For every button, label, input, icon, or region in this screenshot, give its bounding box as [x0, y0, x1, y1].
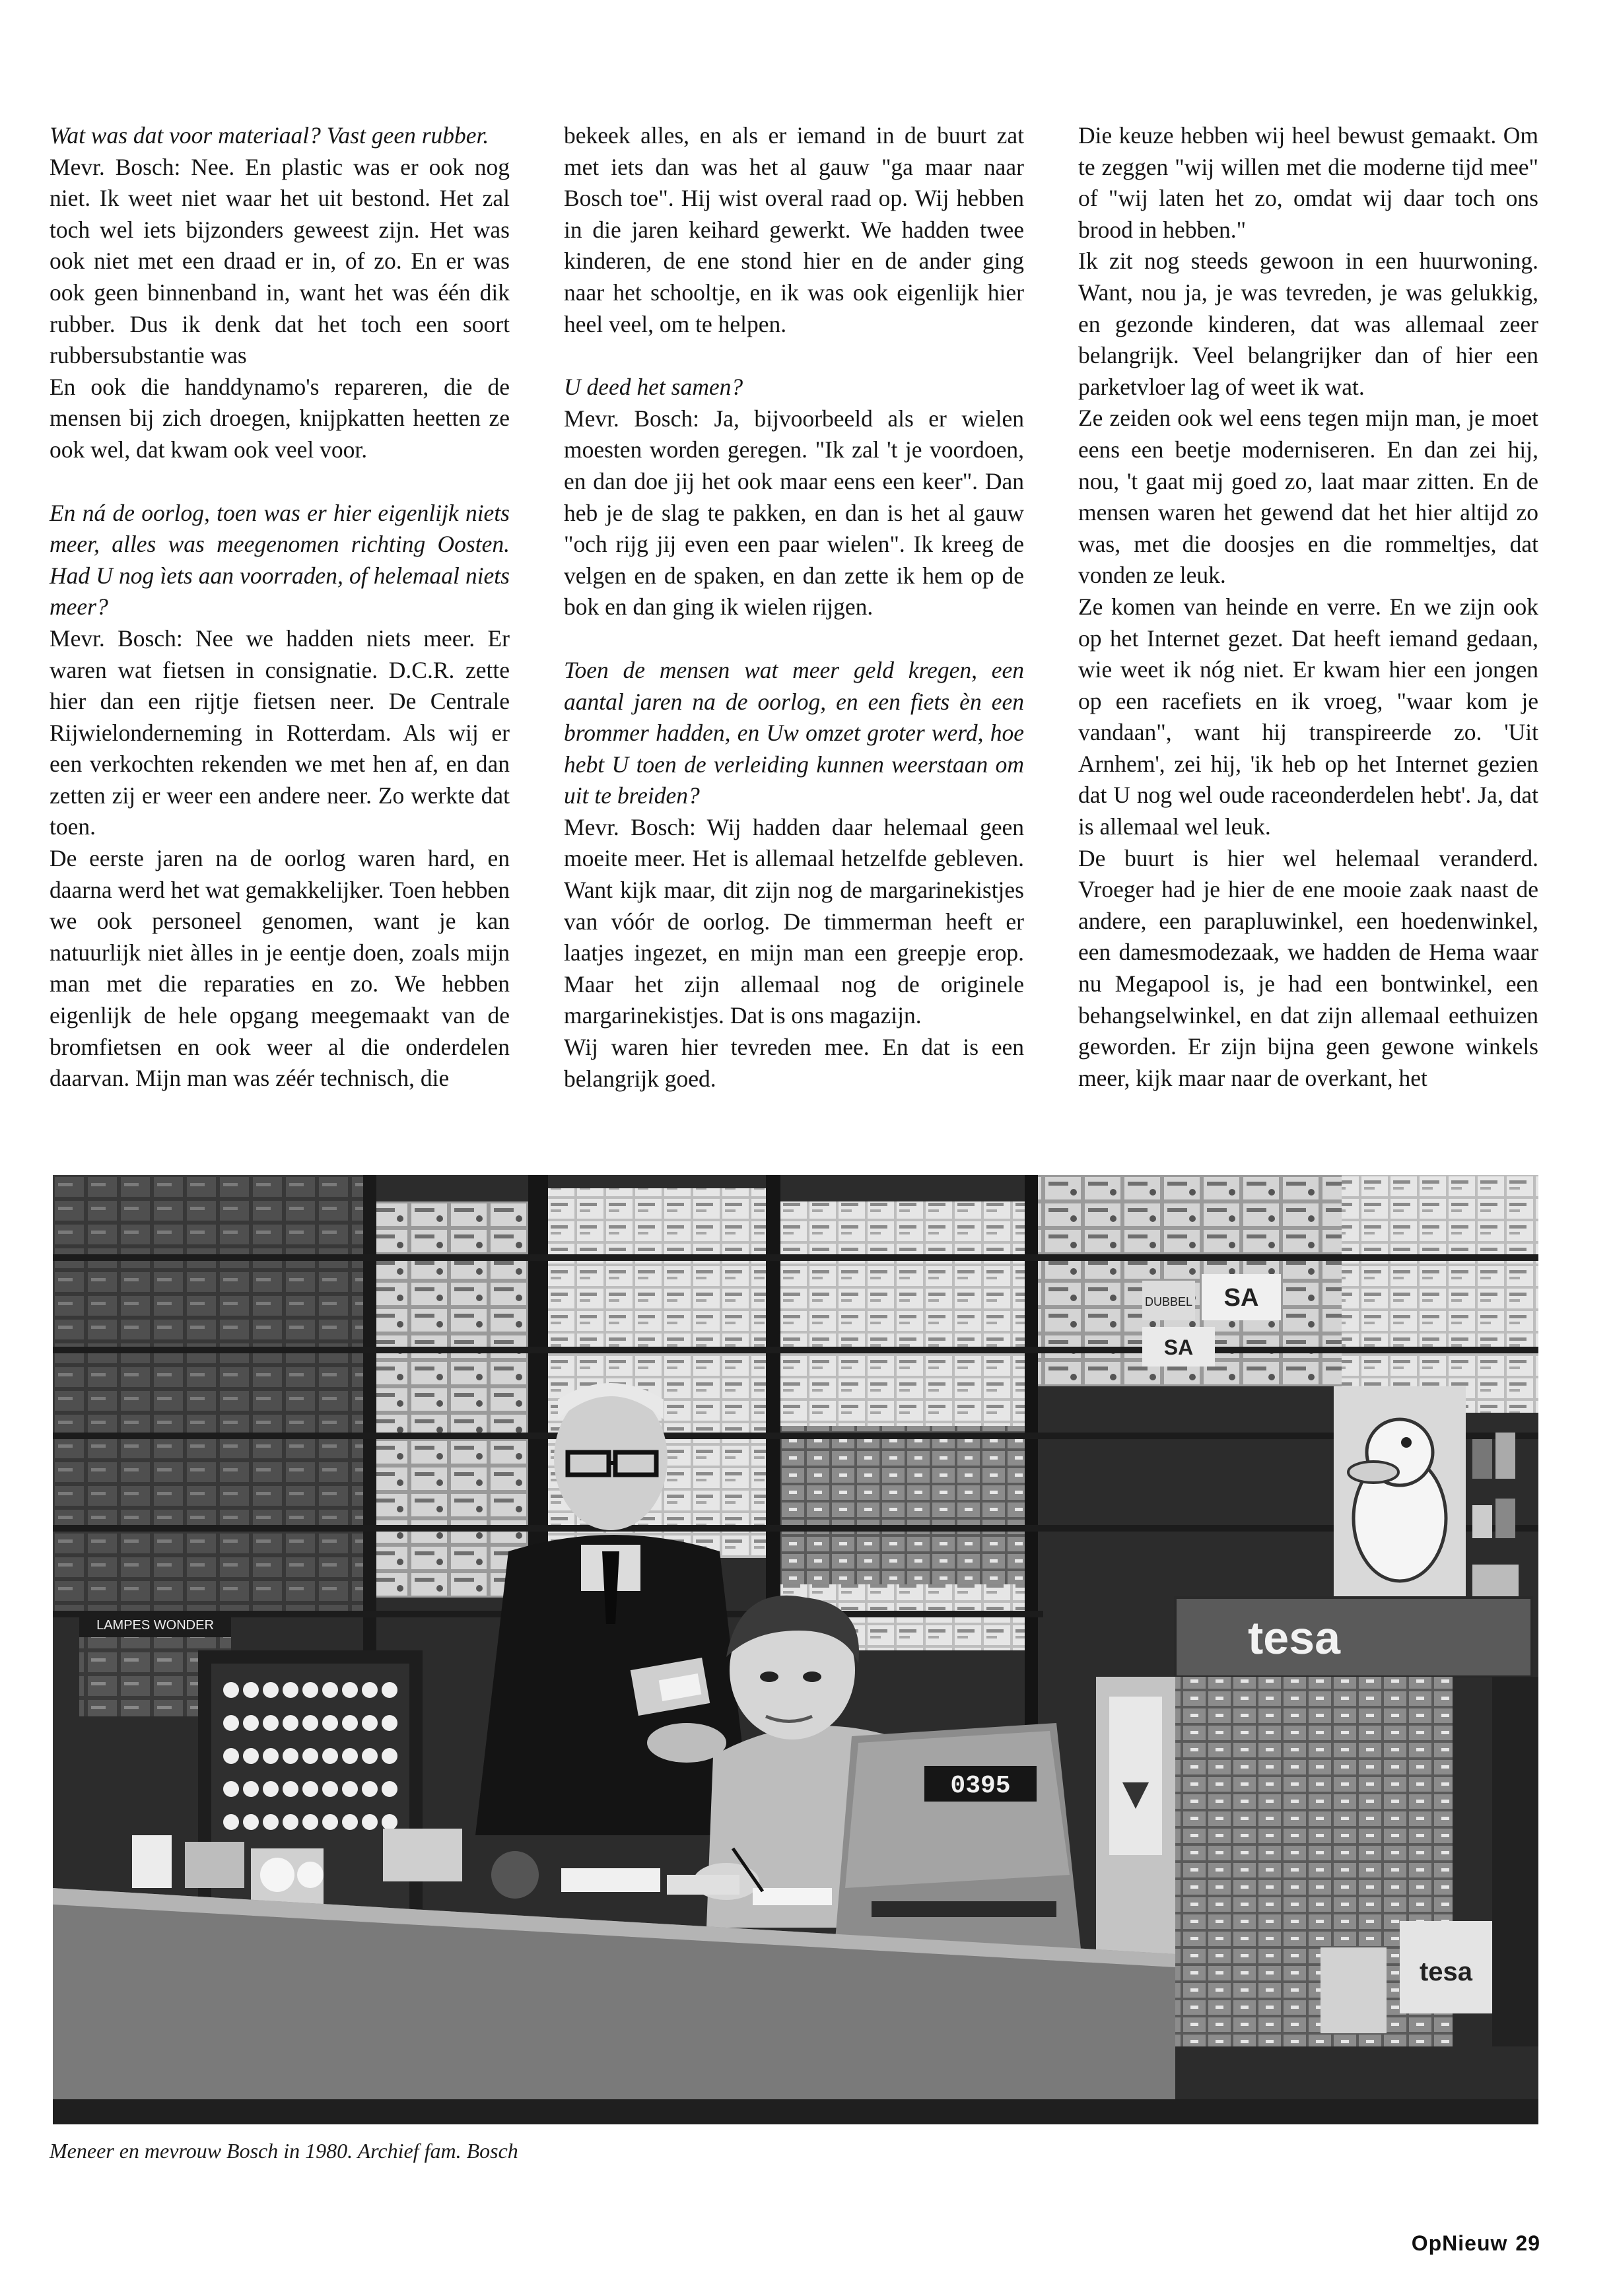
article-column-3 — [1078, 120, 1538, 1176]
drawer-cabinet — [780, 1426, 1025, 1584]
jars-shelf — [1472, 1433, 1519, 1598]
shop-photo-illustration — [53, 1175, 1538, 2124]
article-column-2 — [564, 120, 1024, 1176]
interview-answer: Ze komen van heinde en verre. En we zijn ook op het Internet gezet. Dat heeft iemand gedaan, wie weet ik nóg niet. Er kwam hier een jongen op een racefiets en ik vroeg, "waar kom je vandaan", want hij transpireerde zo. 'Uit Arnhem', zei hij, 'ik heb op het Internet gezien dat U nog wel oude raceonderdelen hebt'. Ja, dat is allemaal wel leuk. — [1078, 593, 1538, 840]
interview-answer: Wij waren hier tevreden mee. En dat is een belangrijk goed. — [564, 1034, 1024, 1092]
tesa-sign-text: tesa — [1247, 1612, 1341, 1664]
paragraph-spacer — [564, 340, 1024, 372]
interview-answer: Mevr. Bosch: Nee. En plastic was er ook nog niet. Ik weet niet waar het uit bestond. Het zal toch wel iets bijzonders geweest zijn. Het was ook niet met een draad er in, of zo. En er was ook geen binnenband in, want het was één dik rubber. Dus ik denk dat het toch een soort rubbersubstantie was — [50, 153, 510, 369]
interview-answer: Mevr. Bosch: Wij hadden daar helemaal geen moeite meer. Het is allemaal hetzelfde gebleven. Want kijk maar, dit zijn nog de margarinekistjes van vóór de oorlog. De timmerman heeft er laatjes ingezet, en mijn man een greepje erop. Maar het zijn allemaal nog de originele margarinekistjes. Dat is ons magazijn. — [564, 813, 1024, 1029]
register-display: 0395 — [950, 1772, 1011, 1800]
interview-answer: De eerste jaren na de oorlog waren hard, en daarna werd het wat gemakkelijker. Toen hebben we ook personeel genomen, want je kan natuurlijk niet àlles in je eentje doen, zoals mijn man met die reparaties en zo. We hebben eigenlijk de hele opgang meegemaakt van de bromfietsen en ook weer al die onderdelen daarvan. Mijn man was zéér technisch, die — [50, 845, 510, 1092]
paragraph-spacer — [50, 466, 510, 498]
interview-question: En ná de oorlog, toen was er hier eigenlijk niets meer, alles was meegenomen richting Oosten. Had U nog ìets aan voorraden, of helemaal niets meer? — [50, 499, 510, 621]
sa-label-2: SA — [1163, 1335, 1194, 1359]
tesa-sign — [1175, 1598, 1532, 1677]
tesa-box-text: tesa — [1419, 1957, 1473, 1986]
interview-answer: Ik zit nog steeds gewoon in een huurwoning. Want, nou ja, je was tevreden, je was gelukkig, en gezonde kinderen, dat was allemaal zeer belangrijk. Veel belangrijker dan of hier een parketvloer lag of weet ik wat. — [1078, 248, 1538, 400]
interview-answer: Ze zeiden ook wel eens tegen mijn man, je moet eens een beetje moderniseren. En dan zei hij, nou, 't gaat mij goed zo, laat maar zitten. En de mensen waren het gewend dat het hier altijd zo was, met die doosjes en die rommeltjes, dat vonden ze leuk. — [1078, 405, 1538, 589]
sa-label-1: SA — [1223, 1284, 1259, 1312]
interview-answer: De buurt is hier wel helemaal veranderd. Vroeger had je hier de ene mooie zaak naast de andere, een parapluwinkel, een hoedenwinkel, een damesmodezaak, we hadden de Hema waar nu Megapool is, je had een bontwinkel, een behangselwinkel, en dat zijn allemaal eethuizen geworden. Er zijn bijna geen gewone winkels meer, kijk maar naar de overkant, het — [1078, 844, 1538, 1091]
paragraph-spacer — [564, 623, 1024, 655]
photo-caption: Meneer en mevrouw Bosch in 1980. Archief fam. Bosch — [50, 2139, 518, 2163]
magazine-name: OpNieuw — [1411, 2231, 1508, 2255]
interview-question: Wat was dat voor materiaal? Vast geen rubber. — [50, 122, 489, 149]
article-column-1 — [50, 120, 510, 1176]
dubbel-label: DUBBEL — [1144, 1295, 1193, 1308]
interview-question: Toen de mensen wat meer geld kregen, een aantal jaren na de oorlog, en een fiets èn een brommer hadden, en Uw omzet groter werd, hoe hebt U toen de verleiding kunnen weerstaan om uit te breiden? — [564, 656, 1024, 809]
shop-photo — [53, 1175, 1538, 2124]
interview-question: U deed het samen? — [564, 374, 743, 401]
interview-answer: Die keuze hebben wij heel bewust gemaakt. Om te zeggen "wij willen met die moderne tijd mee" of "wij laten het zo, omdat wij daar toch ons brood in hebben." — [1078, 122, 1538, 243]
duck-poster — [1334, 1386, 1466, 1604]
page-number: 29 — [1515, 2231, 1540, 2255]
interview-answer: Mevr. Bosch: Nee we hadden niets meer. Er waren wat fietsen in consignatie. D.C.R. zette hier dan een rijtje fietsen neer. De Centrale Rijwielonderneming in Rotterdam. Als wij er een verkochten rekenden we met hen af, en dan zetten zij er weer een andere neer. Zo werkte dat toen. — [50, 625, 510, 840]
left-shelves — [53, 1175, 363, 1611]
interview-answer: Mevr. Bosch: Ja, bijvoorbeeld als er wielen moesten worden geregen. "Ik zal 't je voordoen, en dan doe jij het ook maar eens een keer". Dan heb je de slag te pakken, en dan is het al gauw "och rijg jij even een paar wielen". Ik kreeg de velgen en de spaken, en dan zette ik hem op de bok en dan ging ik wielen rijgen. — [564, 405, 1024, 621]
interview-answer: bekeek alles, en als er iemand in de buurt zat met iets dan was het al gauw "ga maar naar Bosch toe". Hij wist overal raad op. Wij hebben in die jaren keihard gewerkt. We hadden twee kinderen, de ene stond hier en de ander ging naar het schooltje, en ik was ook eigenlijk hier heel veel, om te helpen. — [564, 122, 1024, 337]
interview-answer: En ook die handdynamo's repareren, die de mensen bij zich droegen, knijpkatten heetten ze ook wel, dat kwam ook veel voor. — [50, 373, 510, 463]
button-card-display — [198, 1650, 423, 1941]
page-footer — [1412, 2231, 1540, 2256]
lampes-label: LAMPES WONDER — [96, 1618, 214, 1633]
shelf-boxes-far-right — [1342, 1175, 1538, 1413]
article-columns — [50, 120, 1539, 1176]
